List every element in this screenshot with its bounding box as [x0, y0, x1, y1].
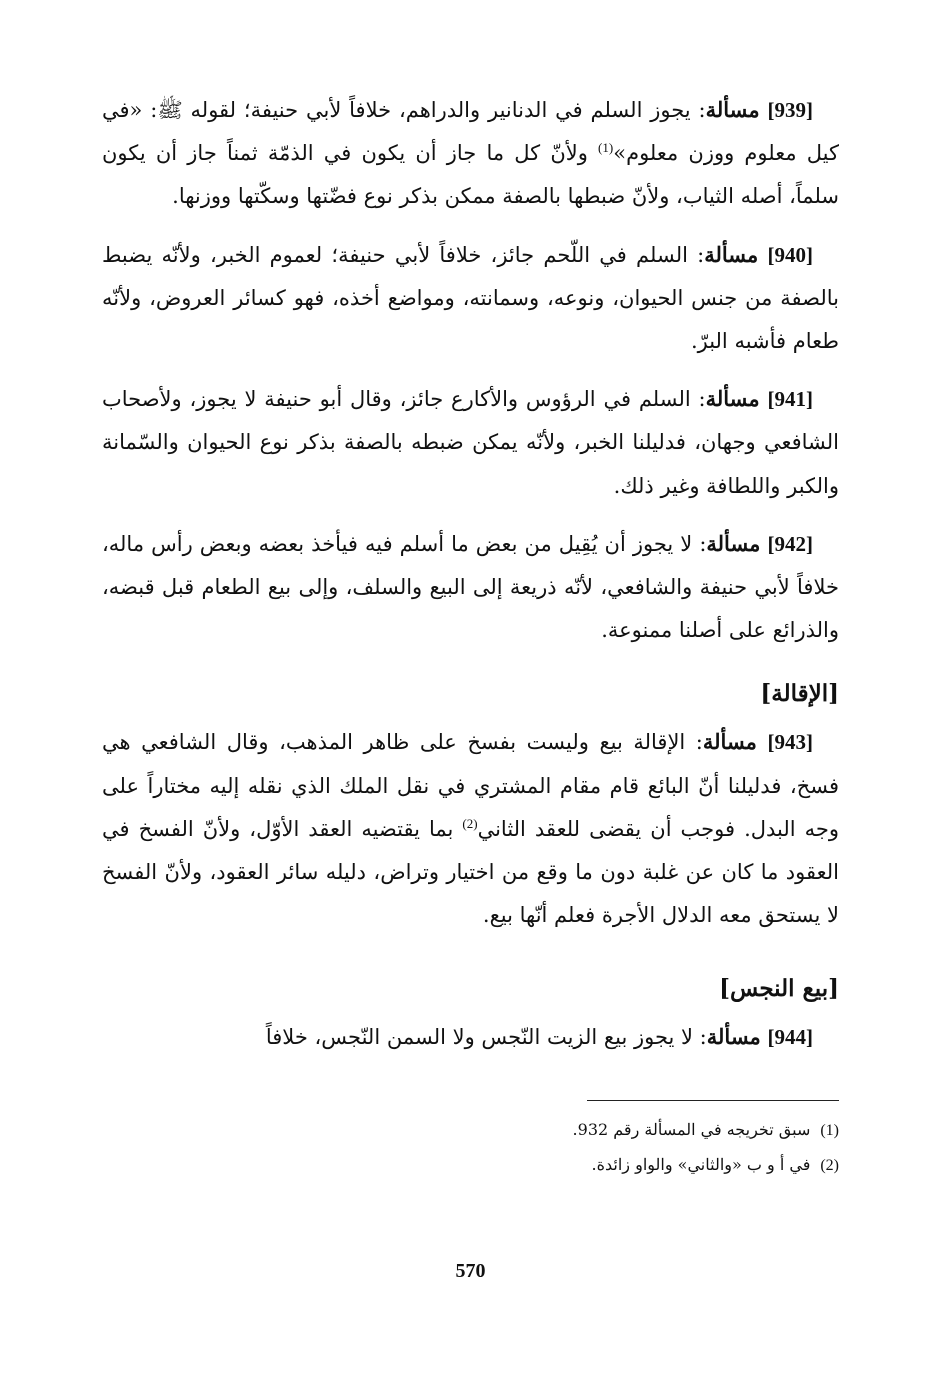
footnote-number: (2)	[820, 1156, 839, 1174]
entry-text: : السلم في الرؤوس والأكارع جائز، وقال أبو حنيفة لا يجوز، ولأصحاب الشافعي وجهان، فدليلنا الخبر، ولأنّه يمكن ضبطه بالصفة بذكر نوع الحيوان والسّمانة والكبر واللطافة وغير ذلك.	[102, 387, 839, 498]
entry-text: : الإقالة بيع وليست بفسخ على ظاهر المذهب، وقال الشافعي هي فسخ، فدليلنا أنّ البائع قام مقام المشتري في نقل الملك الذي نقله إليه مختاراً على وجه البدل. فوجب أن يقضى للعقد الثاني	[102, 730, 839, 841]
entry-text: ولأنّ كل ما جاز أن يكون في الذمّة ثمناً جاز أن يكون سلماً، أصله الثياب، ولأنّ ضبطها بالصفة ممكن بذكر نوع فضّتها وسكّتها ووزنها.	[102, 141, 839, 209]
entry-number: [942]	[767, 531, 813, 556]
entry-number: [943]	[767, 730, 813, 755]
section-heading-najas: [بيع النجس]	[719, 975, 839, 1003]
main-text	[102, 88, 839, 1060]
entry-label: مسألة	[706, 530, 761, 556]
section-heading-iqala: [الإقالة]	[760, 680, 839, 708]
entry-text: : يجوز السلم في الدنانير والدراهم، خلافاً لأبي حنيفة؛ لقوله ﷺ: «في كيل معلوم ووزن معلوم»	[102, 98, 839, 166]
footnote-1	[102, 1113, 839, 1148]
entry-number: [940]	[767, 242, 813, 267]
footnote-text: سبق تخريجه في المسألة رقم 932.	[572, 1119, 811, 1139]
entry-number: [941]	[767, 387, 813, 412]
footnote-ref: (2)	[462, 815, 478, 831]
entry-939	[102, 88, 839, 219]
footnote-text: في أ و ب «والثاني» والواو زائدة.	[591, 1154, 811, 1174]
footnote-ref: (1)	[598, 140, 614, 156]
entry-text: : السلم في اللّحم جائز، خلافاً لأبي حنيفة؛ لعموم الخبر، ولأنّه يضبط بالصفة من جنس الحيوان، ونوعه، وسمانته، ومواضع أخذه، فهو كسائر العروض، ولأنّه طعام فأشبه البرّ.	[102, 242, 839, 354]
entry-label: مسألة	[706, 1024, 761, 1050]
page-number: 570	[455, 1260, 486, 1282]
entry-text: بما يقتضيه العقد الأوّل، ولأنّ الفسخ في العقود ما كان عن غلبة دون ما وقع من اختيار وتراض، دليله سائر العقود، ولأنّ الفسخ لا يستحق معه الدلال الأجرة فعلم أنّها بيع.	[102, 816, 839, 928]
entry-942	[102, 522, 839, 653]
entry-944	[102, 1015, 839, 1059]
entry-number: [944]	[767, 1025, 813, 1050]
entry-label: مسألة	[705, 97, 760, 122]
entry-label: مسألة	[705, 386, 760, 412]
entry-940	[102, 233, 839, 364]
entry-941	[102, 377, 839, 508]
entry-text: : لا يجوز أن يُقِيل من بعض ما أسلم فيه فيأخذ بعضه وبعض رأس ماله، خلافاً لأبي حنيفة والشافعي، لأنّه ذريعة إلى البيع والسلف، وإلى بيع الطعام قبل قبضه، والذرائع على أصلنا ممنوعة.	[102, 531, 839, 643]
footnote-number: (1)	[820, 1121, 839, 1139]
entry-text: : لا يجوز بيع الزيت النّجس ولا السمن النّجس، خلافاً	[265, 1025, 707, 1050]
footnote-2	[102, 1148, 839, 1183]
entry-number: [939]	[767, 98, 813, 122]
entry-943	[102, 720, 839, 937]
footnotes	[102, 1113, 839, 1183]
footnote-divider	[587, 1100, 839, 1101]
entry-label: مسألة	[704, 241, 759, 267]
entry-label: مسألة	[702, 729, 757, 755]
